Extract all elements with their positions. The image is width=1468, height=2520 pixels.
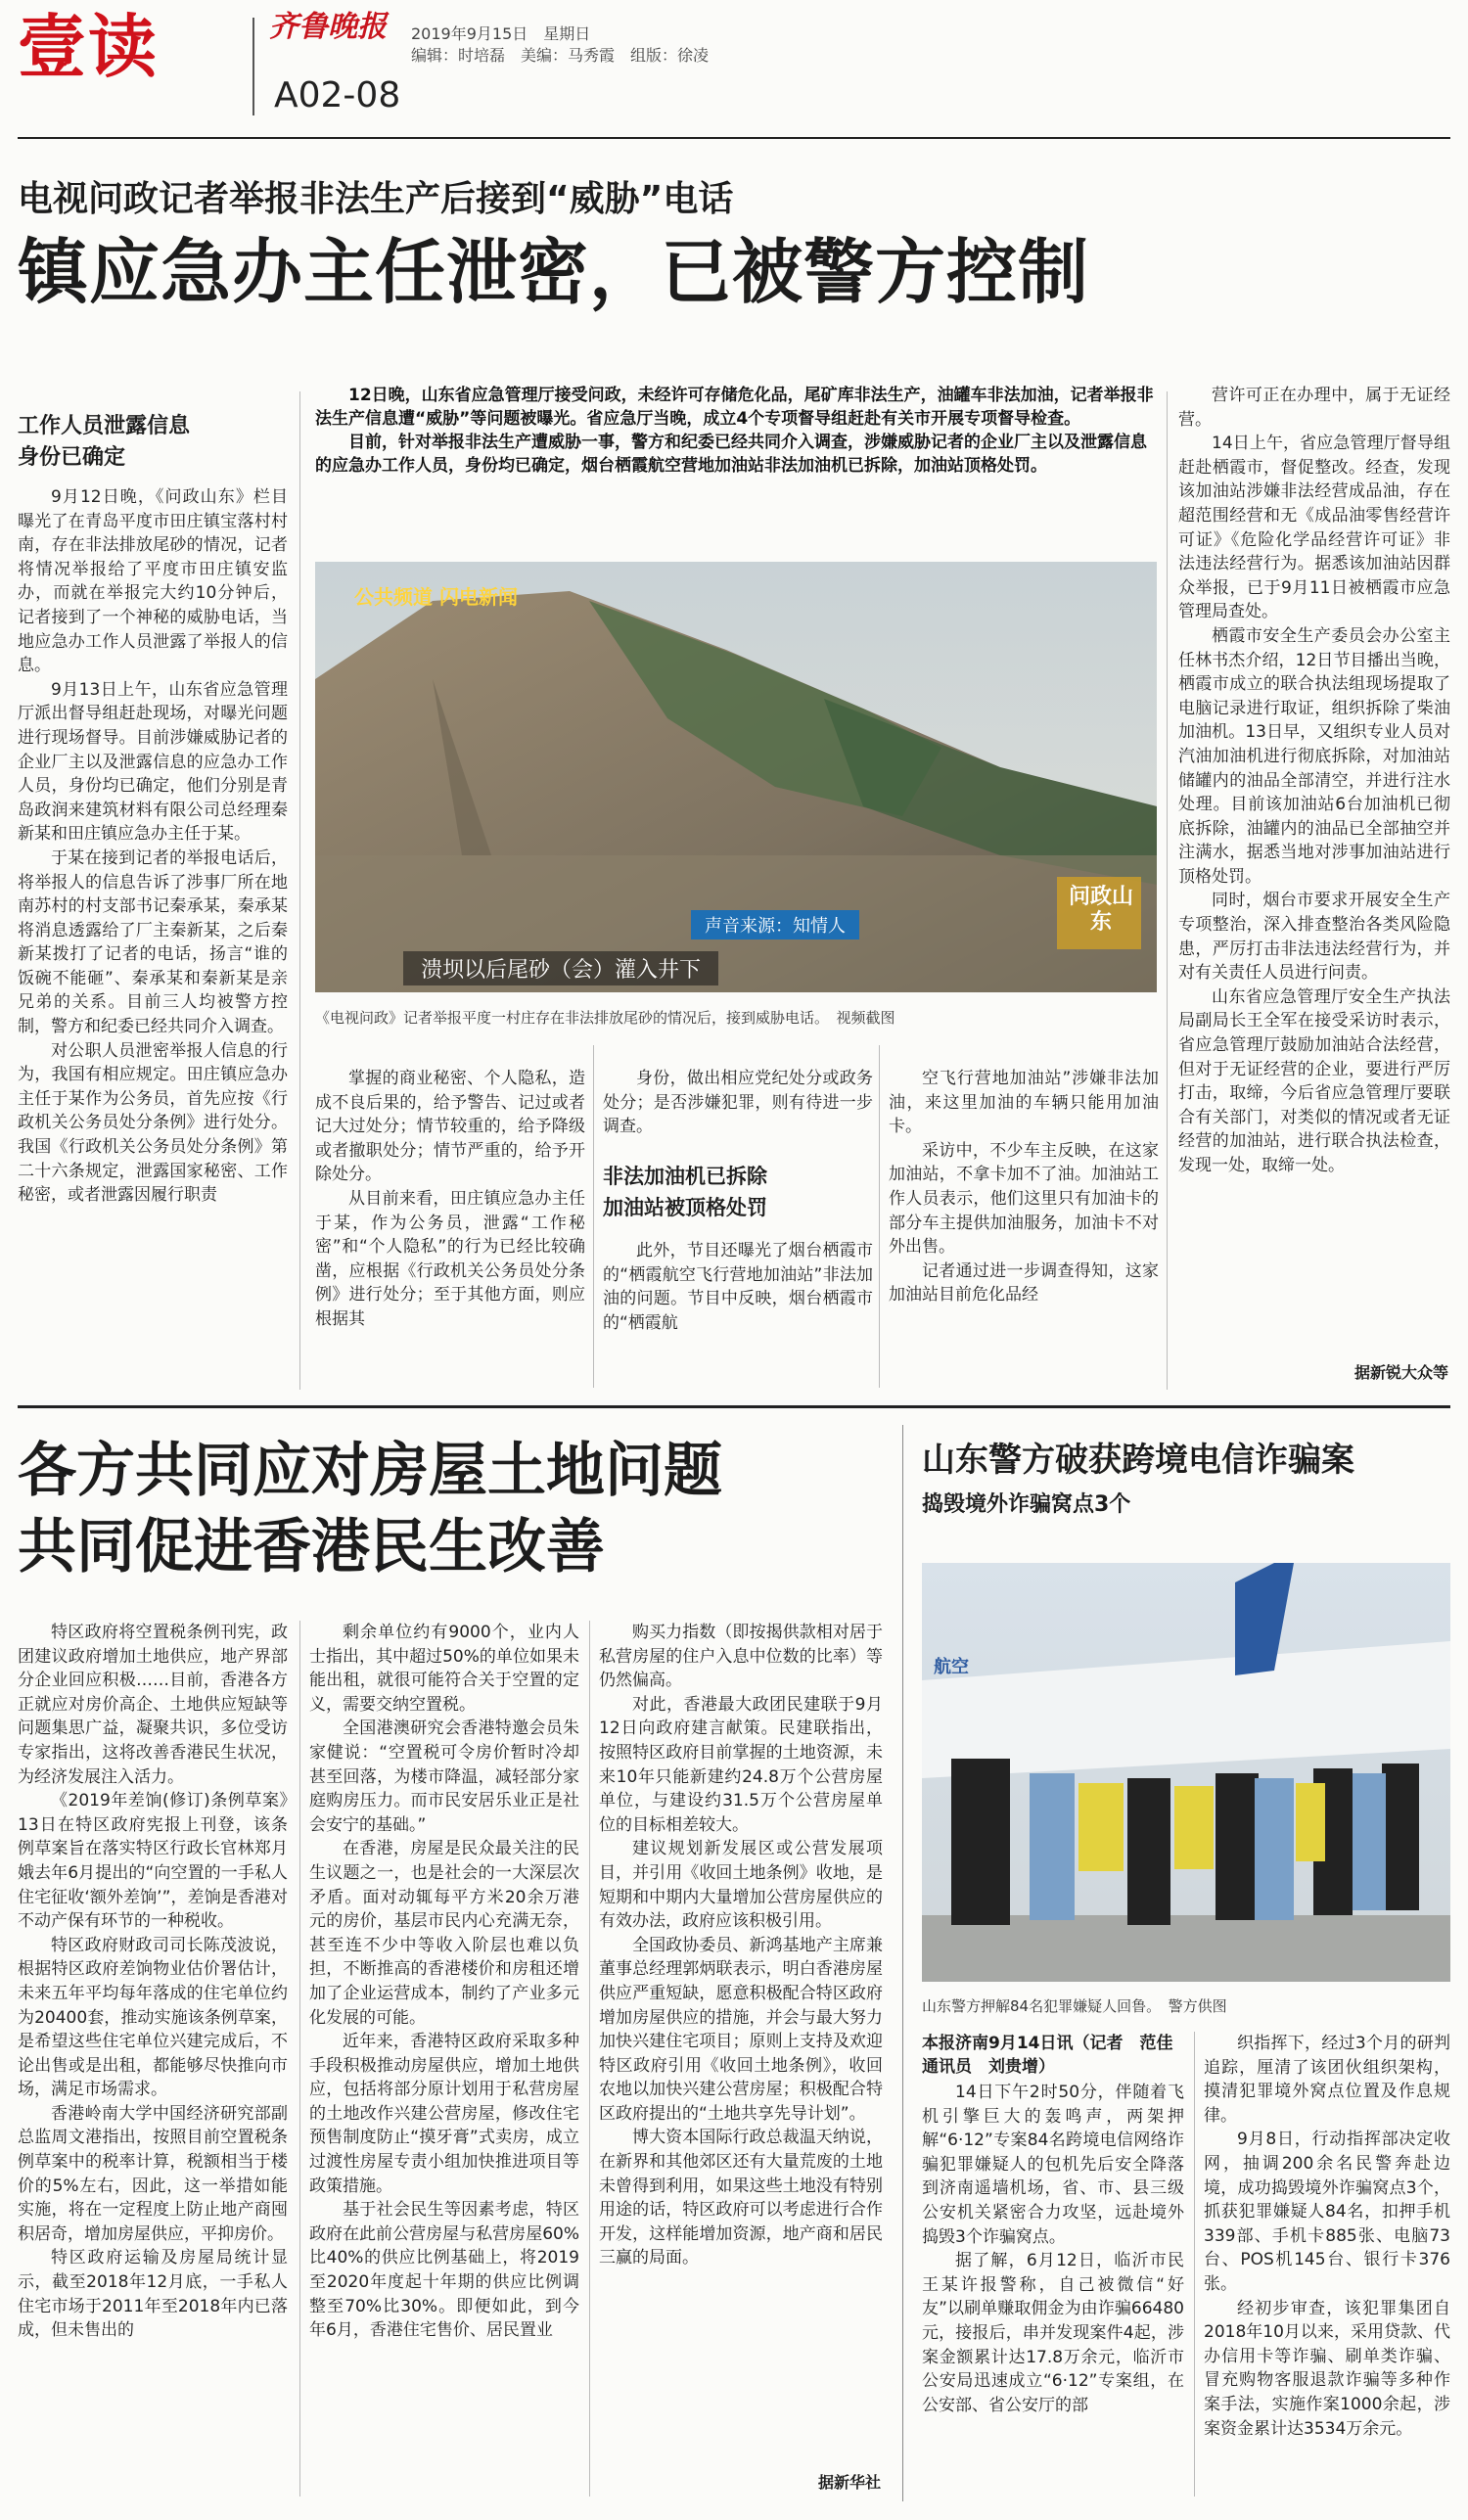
story2-col1-p2: 《2019年差饷(修订)条例草案》13日在特区政府宪报上刊登，该条例草案旨在落实特区行政长官林郑月娥去年6月提出的“向空置的一手私人住宅征收‘额外差饷’”，差饷是香港对不动产保有环节的一种税收。 [18,1791,288,1932]
story1-col5-p2: 14日上午，省应急管理厅督导组赶赴栖霞市，督促整改。经查，发现该加油站涉嫌非法经营成品油，存在超范围经营和无《成品油零售经营许可证》《危险化学品经营许可证》非法违法经营行为。据悉该加油站因群众举报，已于9月11日被栖霞市应急管理局查处。 [1178,434,1450,622]
story1-col4-p1: 空飞行营地加油站”涉嫌非法加油，来这里加油的车辆只能用加油卡。 [889,1069,1159,1137]
story1-col3b-p1: 此外，节目还曝光了烟台栖霞市的“栖霞航空飞行营地加油站”非法加油的问题。节目中反映，烟台栖霞市的“栖霞航 [603,1241,873,1333]
story1-lead-p1: 12日晚，山东省应急管理厅接受问政，未经许可存储危化品，尾矿库非法生产，油罐车非法加油，记者举报非法生产信息遭“威胁”等问题被曝光。省应急厅当晚，成立4个专项督导组赶赴有关市开展专项督导检查。 [315,386,1154,429]
story1-col3b [603,1239,873,1386]
story2-col1 [18,1621,288,2497]
column-rule [1194,2032,1195,2497]
story1-subhead2: 非法加油机已拆除 加油站被顶格处罚 [603,1165,767,1219]
story1-lead-p2: 目前，针对举报非法生产遭威胁一事，警方和纪委已经共同介入调查，涉嫌威胁记者的企业厂主以及泄露信息的应急办工作人员，身份均已确定，烟台栖霞航空营地加油站非法加油机已拆除，加油站顶格处罚。 [315,433,1147,476]
story2-col1-p5: 特区政府运输及房屋局统计显示，截至2018年12月底，一手私人住宅市场于2011年至2018年内已落成，但未售出的 [18,2248,288,2341]
story2-col2-p2: 全国港澳研究会香港特邀会员朱家健说：“空置税可令房价暂时冷却甚至回落，为楼市降温，减轻部分家庭购房压力。而市民安居乐业正是社会安宁的基础。” [309,1718,579,1835]
editor-credits: 编辑：时培磊 美编：马秀霞 组版：徐凌 [411,46,710,65]
story2-col1-p3: 特区政府财政司司长陈茂波说，根据特区政府差饷物业估价署估计，未来五年平均每年落成的住宅单位约为20400套，推动实施该条例草案，是希望这些住宅单位兴建完成后，不论出售或是出租，都能够尽快推向市场，满足市场需求。 [18,1935,288,2100]
story1-signoff: 据新锐大众等 [1353,1363,1448,1382]
story1-col4 [889,1067,1159,1390]
story1-col1 [18,485,288,1394]
story1-col4-p2: 采访中，不少车主反映，在这家加油站，不拿卡加不了油。加油站工作人员表示，他们这里只有加油卡的部分车主提供加油服务，加油卡不对外出售。 [889,1140,1159,1258]
story2-signoff: 据新华社 [817,2473,881,2492]
story1-col3-p1: 身份，做出相应党纪处分或政务处分；是否涉嫌犯罪，则有待进一步调查。 [603,1069,873,1137]
story3-subhead: 捣毁境外诈骗窝点3个 [922,1492,1131,1517]
story3-photo [922,1563,1450,1982]
page-number: A02-08 [274,75,401,115]
newspaper-name: 齐鲁晚报 [269,10,387,44]
column-rule [879,1045,880,1388]
story3-col1-p1: 14日下午2时50分，伴随着飞机引擎巨大的轰鸣声，两架押解“6·12”专案84名跨境电信网络诈骗犯罪嫌疑人的包机先后安全降落到济南遥墙机场，省、市、县三级公安机关紧密合力攻坚，远赴境外捣毁3个诈骗窝点。 [922,2083,1184,2247]
story1-col1-p2: 9月13日上午，山东省应急管理厅派出督导组赶赴现场，对曝光问题进行现场督导。目前涉嫌威胁记者的企业厂主以及泄露信息的应急办工作人员，身份均已确定，他们分别是青岛政润来建筑材料有限公司总经理秦新某和田庄镇应急办主任于某。 [18,679,288,845]
story3-col2-p3: 经初步审查，该犯罪集团自2018年10月以来，采用贷款、代办信用卡等诈骗、刷单类诈骗、冒充购物客服退款诈骗等多种作案手法，实施作案1000余起，涉案资金累计达3534万余元。 [1204,2298,1450,2439]
issue-date: 2019年9月15日 星期日 [411,24,591,43]
story1-subhead1: 工作人员泄露信息 身份已确定 [18,414,191,470]
photo-source-label: 声音来源：知情人 [691,910,859,939]
story-divider [18,1405,1450,1408]
story3-photo-caption: 山东警方押解84名犯罪嫌疑人回鲁。 警方供图 [922,1997,1227,2015]
column-rule [299,1621,300,2497]
story1-col5-p3: 栖霞市安全生产委员会办公室主任林书杰介绍，12日节目播出当晚，栖霞市成立的联合执法组现场提取了电脑记录进行取证，组织拆除了柴油加油机。13日早，又组织专业人员对汽油加油机进行彻底拆除，对加油站储罐内的油品全部清空，并进行注水处理。目前该加油站6台加油机已彻底拆除，油罐内的油品已全部抽空并注满水，据悉当地对涉事加油站进行顶格处罚。 [1178,625,1450,887]
story3-col1-p2: 据了解，6月12日，临沂市民王某许报警称，自己被微信“好友”以刷单赚取佣金为由诈骗66480元，接报后，串并发现案件4起，涉案金额累计达17.8万余元，临沂市公安局迅速成立“6·12”专案组，在公安部、省公安厅的部 [922,2251,1184,2415]
story2-col2-p5: 基于社会民生等因素考虑，特区政府在此前公营房屋与私营房屋60%比40%的供应比例基础上，将2019至2020年度起十年期的供应比例调整至70%比30%。即便如此，到今年6月，香港住宅售价、居民置业 [309,2200,579,2341]
story1-photo [315,562,1157,992]
story1-col1-p3: 于某在接到记者的举报电话后，将举报人的信息告诉了涉事厂所在地南苏村的村支部书记秦承某，秦承某将消息透露给了厂主秦新某，之后秦新某拨打了记者的电话，扬言“谁的饭碗不能砸”、秦承某和秦新某是亲兄弟的关系。目前三人均被警方控制，警方和纪委已经共同介入调查。 [18,848,288,1037]
story1-lead [315,384,1157,478]
column-rule [593,1045,594,1388]
story1-col5-p5: 山东省应急管理厅安全生产执法局副局长王全军在接受采访时表示，省应急管理厅鼓励加油站合法经营，但对于无证经营的企业，要进行严厉打击，取缔，今后省应急管理厅要联合有关部门，对类似的情况或者无证经营的加油站，进行联合执法检查，发现一处，取缔一处。 [1178,986,1450,1175]
story2-col3 [599,1621,883,2462]
photo-subtitle: 溃坝以后尾砂（会）灌入井下 [403,951,718,985]
photo-channel-logo: 公共频道 闪电新闻 [354,585,518,609]
story3-col2-p2: 9月8日，行动指挥部决定收网，抽调200余名民警奔赴边境，成功捣毁境外诈骗窝点3个，抓获犯罪嫌疑人84名，扣押手机339部、手机卡885张、电脑73台、POS机145台、银行卡376张。 [1204,2130,1450,2294]
story-divider-vertical [902,1425,903,2501]
story1-col2-p1: 掌握的商业秘密、个人隐私，造成不良后果的，给予警告、记过或者记大过处分；情节较重的，给予降级或者撤职处分；情节严重的，给予开除处分。 [315,1069,585,1185]
story1-col2-p2: 从目前来看，田庄镇应急办主任于某，作为公务员，泄露“工作秘密”和“个人隐私”的行为已经比较确凿，应根据《行政机关公务员处分条例》进行处分；至于其他方面，则应根据其 [315,1188,585,1329]
column-rule [299,391,300,1390]
story1-col5-p4: 同时，烟台市要求开展安全生产专项整治，深入排查整治各类风险隐患，严厉打击非法违法经营行为，并对有关责任人员进行问责。 [1178,891,1450,984]
story1-col5-p1: 营许可正在办理中，属于无证经营。 [1178,386,1450,430]
story2-col1-p1: 特区政府将空置税条例刊宪，政团建议政府增加土地供应，地产界部分企业回应积极……目前，香港各方正就应对房价高企、土地供应短缺等问题集思广益，凝聚共识，多位受访专家指出，这将改善香港民生状况，为经济发展注入活力。 [18,1623,288,1787]
story3-col2-p1: 织指挥下，经过3个月的研判追踪，厘清了该团伙组织架构，摸清犯罪境外窝点位置及作息规律。 [1204,2034,1450,2126]
photo-program-tag: 问政山东 [1068,885,1133,935]
story2-col2-p4: 近年来，香港特区政府采取多种手段积极推动房屋供应，增加土地供应，包括将部分原计划用于私营房屋的土地改作兴建公营房屋，修改住宅预售制度防止“摸牙膏”式卖房，成立过渡性房屋专责小组加快推进项目等政策措施。 [309,2032,579,2196]
story1-kicker: 电视问政记者举报非法生产后接到“威胁”电话 [18,179,734,219]
story1-headline: 镇应急办主任泄密，已被警方控制 [18,231,1090,313]
story2-col2 [309,1621,579,2497]
story2-col3-p4: 全国政协委员、新鸿基地产主席兼董事总经理郭炳联表示，明白香港房屋供应严重短缺，愿意积极配合特区政府增加房屋供应的措施，并会与最大努力加快兴建住宅项目；原则上支持及欢迎特区政府引用《收回土地条例》，收回农地以加快兴建公营房屋；积极配合特区政府提出的“土地共享先导计划”。 [599,1935,883,2124]
story1-col1-p4: 对公职人员泄密举报人信息的行为，我国有相应规定。田庄镇应急办主任于某作为公务员，首先应按《行政机关公务员处分条例》进行处分。我国《行政机关公务员处分条例》第二十六条规定，泄露国家秘密、工作秘密，或者泄露因履行职责 [18,1040,288,1206]
story1-col5 [1178,384,1450,1352]
story1-col1-p1: 9月12日晚，《问政山东》栏目曝光了在青岛平度市田庄镇宝落村村南，存在非法排放尾砂的情况，记者将情况举报给了平度市田庄镇安监办，而就在举报完大约10分钟后，记者接到了一个神秘的威胁电话，当地应急办工作人员泄露了举报人的信息。 [18,487,288,676]
story2-col3-p3: 建议规划新发展区或公营发展项目，并引用《收回土地条例》收地，是短期和中期内大量增加公营房屋供应的有效办法，政府应该积极引用。 [599,1839,883,1932]
story3-headline: 山东警方破获跨境电信诈骗案 [922,1441,1354,1480]
story1-col3 [603,1067,873,1139]
story3-photo-scene [922,1563,1450,1982]
plane-livery-text: 航空 [934,1657,969,1677]
story2-headline: 各方共同应对房屋土地问题 共同促进香港民生改善 [18,1437,722,1581]
story1-col2 [315,1067,585,1390]
masthead-divider [252,18,254,115]
story2-col3-p5: 博大资本国际行政总裁温天纳说，在新界和其他郊区还有大量荒废的土地未曾得到利用，如果这些土地没有特别用途的话，特区政府可以考虑进行合作开发，这样能增加资源，地产商和居民三赢的局面。 [599,2128,883,2268]
masthead-rule [18,137,1450,139]
story3-col2 [1204,2032,1450,2497]
story2-col3-p1: 购买力指数（即按揭供款相对居于私营房屋的住户入息中位数的比率）等仍然偏高。 [599,1623,883,1691]
story1-col4-p3: 记者通过进一步调查得知，这家加油站目前危化品经 [889,1260,1159,1306]
section-brand: 壹读 [18,7,159,87]
story1-photo-caption: 《电视问政》记者举报平度一村庄存在非法排放尾砂的情况后，接到威胁电话。 视频截图 [315,1009,895,1027]
story3-col1 [922,2081,1184,2497]
story3-byline: 本报济南9月14日讯（记者 范佳 通讯员 刘贵增） [922,2034,1190,2077]
column-rule [1167,391,1168,1390]
column-rule [589,1621,590,2497]
story2-col2-p1: 剩余单位约有9000个，业内人士指出，其中超过50%的单位如果未能出租，就很可能符合关于空置的定义，需要交纳空置税。 [309,1623,579,1715]
story2-col1-p4: 香港岭南大学中国经济研究部副总监周文港指出，按照目前空置税条例草案中的税率计算，税额相当于楼价的5%左右，因此，这一举措如能实施，将在一定程度上防止地产商囤积居奇，增加房屋供应，平抑房价。 [18,2103,288,2244]
story2-col3-p2: 对此，香港最大政团民建联于9月12日向政府建言献策。民建联指出，按照特区政府目前掌握的土地资源，未来10年只能新建约24.8万个公营房屋单位，与建设约31.5万个公营房屋单位的目标相差较大。 [599,1694,883,1835]
story2-col2-p3: 在香港，房屋是民众最关注的民生议题之一，也是社会的一大深层次矛盾。面对动辄每平方米20余万港元的房价，基层市民内心充满无奈，甚至连不少中等收入阶层也难以负担，不断推高的香港楼价和房租还增加了企业运营成本，制约了产业多元化发展的可能。 [309,1839,579,2028]
